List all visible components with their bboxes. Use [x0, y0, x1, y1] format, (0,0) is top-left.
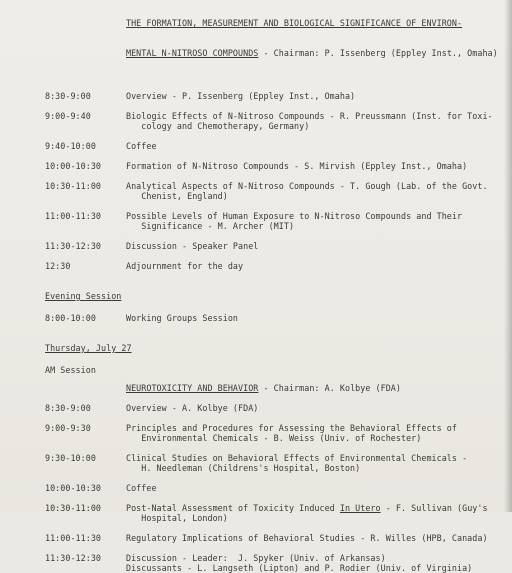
evening-session-heading: Evening Session	[45, 291, 122, 301]
session-title-line-1: THE FORMATION, MEASUREMENT AND BIOLOGICAL SIGNIFICANCE OF ENVIRON-	[126, 18, 463, 28]
schedule-description	[126, 483, 505, 493]
description-line: Analytical Aspects of N-Nitroso Compounds - T. Gough (Lab. of the Govt.	[126, 181, 488, 191]
schedule-time: 10:00-10:30	[45, 483, 102, 493]
schedule-item	[45, 241, 505, 251]
schedule-time: 11:30-12:30	[45, 553, 102, 563]
schedule-description	[126, 423, 505, 443]
schedule-description	[126, 241, 505, 251]
session-chairman: - Chairman: P. Issenberg (Eppley Inst., Omaha)	[258, 48, 498, 58]
description-line: cology and Chemotherapy, Germany)	[126, 121, 310, 131]
schedule-item	[45, 533, 505, 543]
schedule-item	[45, 211, 505, 231]
schedule-item	[45, 91, 505, 101]
session-title-underlined: MENTAL N-NITROSO COMPOUNDS	[126, 48, 259, 58]
schedule-item	[45, 141, 505, 151]
schedule-item	[45, 403, 505, 413]
description-line: Significance - M. Archer (MIT)	[126, 221, 295, 231]
program-schedule	[45, 0, 505, 573]
schedule-time: 9:30-10:00	[45, 453, 96, 463]
schedule-time: 8:00-10:00	[45, 313, 96, 323]
session-header	[45, 0, 505, 78]
description-line: Overview - A. Kolbye (FDA)	[126, 403, 259, 413]
description-line: Coffee	[126, 141, 157, 151]
schedule-description	[126, 111, 505, 131]
description-line: Hospital, London)	[126, 513, 228, 523]
session-title-underlined: NEUROTOXICITY AND BEHAVIOR	[126, 383, 259, 393]
schedule-time: 9:00-9:40	[45, 111, 91, 121]
schedule-time: 10:30-11:00	[45, 181, 102, 191]
description-line: Discussion - Leader: J. Spyker (Univ. of Arkansas)	[126, 553, 386, 563]
schedule-item	[45, 261, 505, 271]
schedule-item	[45, 553, 505, 573]
schedule-time: 8:30-9:00	[45, 91, 91, 101]
page-edge-shadow	[504, 0, 512, 512]
session-title-line-2	[126, 48, 505, 58]
schedule-item	[45, 111, 505, 131]
schedule-time: 9:40-10:00	[45, 141, 96, 151]
description-line: Clinical Studies on Behavioral Effects of Environmental Chemicals -	[126, 453, 468, 463]
schedule-description	[126, 261, 505, 271]
schedule-description	[126, 141, 505, 151]
description-line: Overview - P. Issenberg (Eppley Inst., Omaha)	[126, 91, 356, 101]
description-emphasis: In Utero	[339, 503, 381, 513]
description-text: - F. Sullivan (Guy's	[380, 503, 488, 513]
description-line: H. Needleman (Childrens's Hospital, Boston)	[126, 463, 361, 473]
schedule-item	[45, 313, 505, 323]
schedule-description: Working Groups Session	[126, 313, 239, 323]
description-line: Discussion - Speaker Panel	[126, 241, 259, 251]
description-line: Environmental Chemicals - B. Weiss (Univ. of Rochester)	[126, 433, 422, 443]
description-text: Post-Natal Assessment of Toxicity Induced	[126, 503, 340, 513]
schedule-time: 12:30	[45, 261, 71, 271]
schedule-description	[126, 533, 505, 543]
schedule-time: 9:00-9:30	[45, 423, 91, 433]
schedule-description	[126, 181, 505, 201]
schedule-item	[45, 453, 505, 473]
schedule-item	[45, 161, 505, 171]
description-line: Possible Levels of Human Exposure to N-Nitroso Compounds and Their	[126, 211, 463, 221]
schedule-description	[126, 553, 505, 573]
description-line: Adjournment for the day	[126, 261, 244, 271]
description-line: Coffee	[126, 483, 157, 493]
schedule-time: 8:30-9:00	[45, 403, 91, 413]
schedule-item	[45, 423, 505, 443]
schedule-item	[45, 181, 505, 201]
schedule-time: 11:00-11:30	[45, 211, 102, 221]
description-line: Principles and Procedures for Assessing the Behavioral Effects of	[126, 423, 457, 433]
schedule-description	[126, 211, 505, 231]
schedule-description	[126, 503, 505, 523]
schedule-description	[126, 453, 505, 473]
schedule-time: 11:30-12:30	[45, 241, 102, 251]
description-line: Regulatory Implications of Behavioral Studies - R. Willes (HPB, Canada)	[126, 533, 488, 543]
session-title	[45, 383, 505, 393]
description-line: Chenist, England)	[126, 191, 228, 201]
schedule-description	[126, 403, 505, 413]
description-line: Discussants - L. Langseth (Lipton) and P. Rodier (Univ. of Virginia)	[126, 563, 473, 573]
schedule-description	[126, 161, 505, 171]
description-line: Biologic Effects of N-Nitroso Compounds - R. Preussmann (Inst. for Toxi-	[126, 111, 493, 121]
schedule-time: 11:00-11:30	[45, 533, 102, 543]
day-heading: Thursday, July 27	[45, 343, 132, 353]
schedule-description	[126, 91, 505, 101]
schedule-item	[45, 503, 505, 523]
session-chairman: - Chairman: A. Kolbye (FDA)	[258, 383, 401, 393]
schedule-time: 10:30-11:00	[45, 503, 102, 513]
am-session-label: AM Session	[45, 365, 96, 375]
description-line: Formation of N-Nitroso Compounds - S. Mirvish (Eppley Inst., Omaha)	[126, 161, 468, 171]
schedule-item	[45, 483, 505, 493]
schedule-time: 10:00-10:30	[45, 161, 102, 171]
